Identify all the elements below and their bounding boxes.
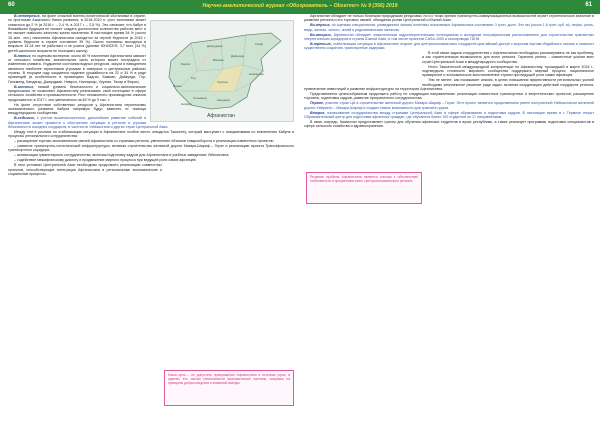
map-label: Бадгис bbox=[181, 62, 191, 66]
map-label: Нангархар bbox=[249, 72, 264, 76]
map-label: Гор bbox=[191, 76, 196, 80]
map-label: Кандагар bbox=[217, 98, 230, 102]
paragraph: В-шестых, низкий уровень безопасности и социально-экономические предпосылки не позволяют Афганистану реализовать свой потенциал в сфере сельского хозяйства и промышленности. Рост незаконного производства опиатов продолжается: в 2017 г. оно увеличилось на 63 % до 9 тыс. т. bbox=[8, 84, 146, 102]
map-label: Гильменд bbox=[193, 96, 207, 100]
paragraph: Первое, участие стран ЦА в строительстве железной дороги Мазари-Шариф – Герат. Этот проект является продолжением ранее построенной Узбекистаном железной дороги Хайратон – Мазари-Шариф и создаст новые возможности для транзита грузов. bbox=[304, 101, 594, 110]
map-label: Нимроз bbox=[181, 102, 192, 106]
map-label: Бамиан bbox=[213, 58, 224, 62]
page-number-left: 60 bbox=[8, 2, 15, 8]
map-caption: Афганистан bbox=[207, 113, 235, 119]
map-label: Джаузджан bbox=[207, 44, 223, 48]
paragraph: Во-вторых, Афганистан обладает значительным гидроэнергетическим потенциалом и выгодным географическим расположением для строительства транзитных энергетических коридоров в страны Южной Азии, в том числе проектов CASA-1000 и газопровода ТАПИ. bbox=[304, 32, 594, 41]
callout-box: Наша цель – не допустить превращения Афганистана в источник угроз, а сделать его частью региональной экономической системы, опираясь на принципы добрососедства и взаимной выгоды. bbox=[164, 370, 294, 406]
map-label: Фарах bbox=[173, 84, 182, 88]
afghanistan-map bbox=[150, 20, 294, 122]
map-label: Дайкунди bbox=[231, 54, 245, 58]
paragraph: Второе, налаживание сотрудничества между странами Центральной Азии в сфере образования и подготовки кадров. В настоящее время в г. Термезе открыт Образовательный центр для подготовки афганских граждан, где обучаются более 100 студентов по 17 направлениям. bbox=[304, 110, 594, 119]
map-label: Урузган bbox=[217, 80, 228, 84]
paragraph: Во-первых, по оценкам специалистов, разведанные запасы полезных ископаемых Афганистана составляют 3 трлн. долл. Это газ (около 1,6 трлн. куб. м), нефть, уголь, медь, железо, золото, литий и редкоземельные металлы. bbox=[304, 23, 594, 32]
paragraph: В-седьмых, с учетом вышеизложенного, дальнейшее развитие событий в Афганистане может привести к обострению ситуации в регионе и угрозам безопасности соседних государств, в частности Узбекистана и других стран Центральной Азии. bbox=[8, 116, 169, 129]
paragraph: В-четвертых, на фоне сложной военно-политической обстановки в стране, по прогнозам Азиатского банка развития, в 2018-2019 гг. рост экономики может снизиться до 2 % (в 2016 г. – 2,4 %, в 2017 г. – 2,5 %). Это означает, что Кабул в ближайшем будущем не сможет создать достаточное количество рабочих мест и не сможет повысить качество жизни населения. В настоящее время 54 % (около 16 млн. чел.) населения Афганистана находится за чертой бедности (в 2015 г. уровень бедности в стране составлял 39 %). Около половины молодежи в возрасте 15-24 лет не работают и не учатся (данные ЮНИСЕФ, 3,7 млн. (44 %) детей школьного возраста не посещают школу). bbox=[8, 14, 146, 53]
paragraph: В этих условиях Центральной Азии необходимо продолжить реализацию совместных проектов, способствующих интеграции Афганистана в региональные экономические и социальные процессы. bbox=[8, 163, 162, 176]
paragraph: В-пятых, по оценкам экспертов, около 80 % населения Афганистана зависят от сельского хозяйства, значительная часть которого может пострадать от изменения климата. Ухудшение состояния водных ресурсов, засухи и наводнения являются наиболее серьезными угрозами в северных и центральных районах страны. В текущем году ожидается падение урожайности на 22 и 34 % в ряде провинций (в особенности в провинциях Бадгис, Бамиан, Дайкунди, Гор, Гильменд, Кандагар, Джаузджан, Нимроз, Нангархар, Урузган, Тахар и Фарах). bbox=[8, 53, 146, 84]
page-number-right: 61 bbox=[585, 2, 592, 8]
paragraph: В этой связи задачи сотрудничества с Афганистаном необходимо рассматривать не как проблему, а как стратегическую возможность для всего региона. Гарантия успеха – совместные усилия всех стран Центральной Азии и международного сообщества. bbox=[422, 51, 594, 64]
right-column bbox=[304, 14, 594, 420]
paragraph: На фоне отсутствия собственных ресурсов у Афганистана перспективы экономического развития Кабула напрямую будут зависеть от помощи международного сообщества. bbox=[8, 102, 146, 116]
paragraph: Итоги Ташкентской международной конференции по Афганистану, прошедшей в марте 2018 г., подтвердили готовность мирового сообщества поддержать мирный процесс, национальное примирение и экономическое восстановление страны при ведущей роли самих афганцев. bbox=[422, 64, 594, 78]
paragraph: Афганистан обладает не только богатыми природными ресурсами, но и с точки зрения транспортно-коммуникационных возможностей играет стратегическое значение в развитии региона и его торговых связей, объединяя рынки Центральной и Южной Азии. bbox=[304, 14, 594, 23]
box-spacer bbox=[304, 53, 418, 83]
list-item: – развитие транспортно-логистической инфраструктуры, включая строительство железной дороги Мазари-Шариф – Герат и реализацию проекта Трансафганского транспортного коридора; bbox=[8, 144, 294, 153]
map-svg bbox=[151, 21, 293, 121]
paragraph: Между тем в усилиях по стабилизации ситуации в Афганистане особое место отводится Ташкенту, который выступает с инициативами по вовлечению Кабула в процессы регионального сотрудничества: bbox=[8, 129, 294, 139]
journal-title: Научно-аналитический журнал «Обозреватель – Observer» № 9 (356) 2019 bbox=[202, 3, 398, 9]
page-header bbox=[0, 0, 600, 14]
paragraph: Тем не менее, как показывает анализ, в целях повышения эффективности региональных усилий необходимо комплексное решение ряда задач, включая координацию действий государств региона, привлечение инвестиций и развитие инфраструктуры на территории Афганистана. bbox=[304, 78, 594, 92]
list-item: – активизация гуманитарного сотрудничества, включая подготовку кадров для Афганистана в учебных заведениях Узбекистана; bbox=[14, 153, 230, 158]
callout-box: Решение проблем Афганистана является ключом к обеспечению стабильности и процветания всего Центральноазиатского региона. bbox=[306, 172, 422, 204]
paragraph: В свою очередь, Казахстан предоставляет гранты для обучения афганских студентов в вузах республики, а также реализует программы подготовки специалистов в сфере сельского хозяйства и здравоохранения. bbox=[304, 119, 594, 129]
map-label: Тахар bbox=[255, 42, 264, 46]
paragraph: В-третьих, стабилизация ситуации в Афганистане откроет для центральноазиатских государств кратчайший доступ к морским портам Индийского океана и позволит существенно сократить транспортные издержки. bbox=[304, 41, 594, 51]
box-spacer bbox=[166, 165, 294, 199]
list-item: – содействие межафганскому диалогу и продвижение мирного процесса при ведущей роли самих афганцев. bbox=[14, 158, 197, 163]
paragraph: Представляется целесообразным продолжить работу по следующим направлениям: реализация совместных транспортных и энергетических проектов, расширение торговли, подготовка кадров, развитие приграничного сотрудничества. bbox=[304, 92, 594, 101]
list-item: – расширение торгово-экономических связей Афганистана со странами региона, увеличение объемов товарооборота и реализация совместных проектов; bbox=[14, 139, 274, 144]
